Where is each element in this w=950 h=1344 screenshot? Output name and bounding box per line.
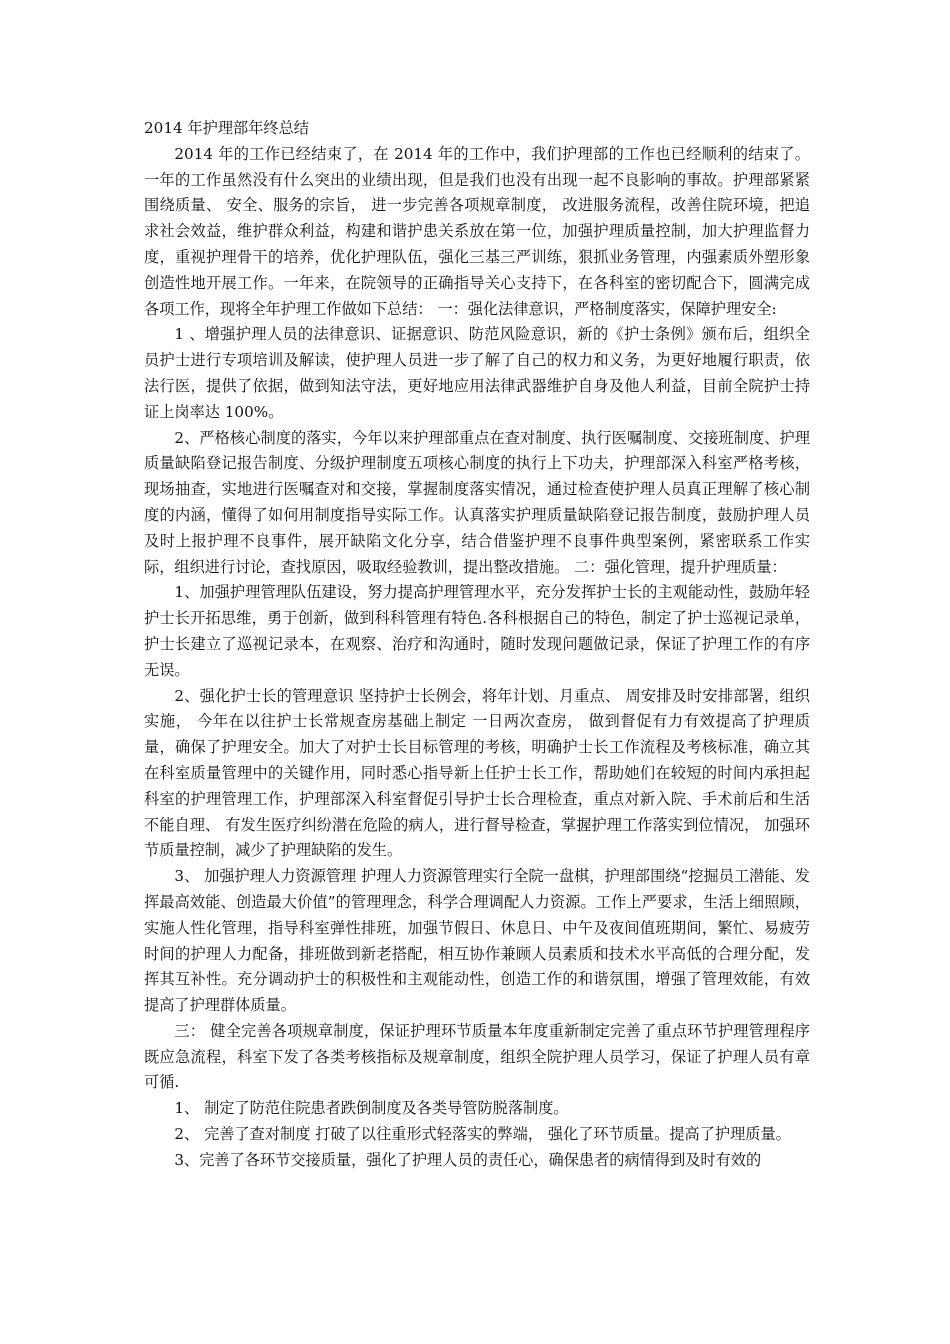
paragraph-check-system: 2、 完善了查对制度 打破了以往重形式轻落实的弊端， 强化了环节质量。提高了护理质量。 — [174, 1125, 791, 1144]
paragraph-1-legal-awareness: 1 、增强护理人员的法律意识、证据意识、防范风险意识，新的《护士条例》颁布后，组织全员护士进行专项培训及解读，使护理人员进一步了解了自己的权力和义务，为更好地履行职责，依法行医，提供了依据，做到知法守法，更好地应用法律武器维护自身及他人利益，目前全院护士持证上岗率达 100%。 — [144, 325, 810, 421]
paragraph-handover-quality: 3、完善了各环节交接质量，强化了护理人员的责任心，确保患者的病情得到及时有效的 — [174, 1150, 762, 1169]
paragraph-2-core-system: 2、严格核心制度的落实，今年以来护理部重点在查对制度、执行医嘱制度、交接班制度、护理质量缺陷登记报告制度、分级护理制度五项核心制度的执行上下功夫，护理部深入科室严格考核，现场抽查，实地进行医嘱查对和交接，掌握制度落实情况，通过检查使护理人员真正理解了核心制度的内涵，懂得了如何用制度指导实际工作。认真落实护理质量缺陷登记报告制度，鼓励护理人员及时上报护理不良事件，展开缺陷文化分享，结合借鉴护理不良事件典型案例，紧密联系工作实际，组织进行讨论，查找原因，吸取经验教训，提出整改措施。 二：强化管理，提升护理质量： — [144, 428, 810, 576]
document-title: 2014 年护理部年终总结 — [144, 119, 309, 137]
paragraph-section-three: 三： 健全完善各项规章制度，保证护理环节质量本年度重新制定完善了重点环节护理管理程序既应急流程，科室下发了各类考核指标及规章制度，组织全院护理人员学习，保证了护理人员有章可循. — [144, 1021, 810, 1092]
paragraph-head-nurse-awareness: 2、强化护士长的管理意识 坚持护士长例会，将年计划、月重点、 周安排及时安排部署，组织实施， 今年在以往护士长常规查房基础上制定 一日两次查房， 做到督促有力有效提高了护理质量，确保了护理安全。加大了对护士长目标管理的考核，明确护士长工作流程及考核标准，确立其在科室质量管理中的关键作用，同时悉心指导新上任护士长工作，帮助她们在较短的时间内承担起科室的护理管理工作，护理部深入科室督促引导护士长合理检查，重点对新入院、手术前后和生活不能自理、 有发生医疗纠纷潜在危险的病人，进行督导检查，掌握护理工作落实到位情况， 加强环节质量控制，减少了护理缺陷的发生。 — [144, 686, 810, 860]
paragraph-human-resources: 3、 加强护理人力资源管理 护理人力资源管理实行全院一盘棋，护理部围绕“挖掘员工潜能、发挥最高效能、创造最大价值”的管理理念，科学合理调配人力资源。工作上严要求，生活上细照顾，实施人性化管理，指导科室弹性排班，加强节假日、休息日、中午及夜间值班期间，繁忙、易疲劳时间的护理人力配备，排班做到新老搭配，相互协作兼顾人员素质和技术水平高低的合理分配，发挥其互补性。充分调动护士的积极性和主观能动性，创造工作的和谐氛围，增强了管理效能，有效提高了护理群体质量。 — [144, 867, 810, 1015]
paragraph-management-team: 1、加强护理管理队伍建设，努力提高护理管理水平，充分发挥护士长的主观能动性，鼓励年轻护士长开拓思维，勇于创新，做到科科管理有特色.各科根据自己的特色，制定了护士巡视记录单，护士长建立了巡视记录本，在观察、治疗和沟通时，随时发现问题做记录，保证了护理工作的有序无误。 — [144, 583, 810, 679]
paragraph-fall-prevention: 1、 制定了防范住院患者跌倒制度及各类导管防脱落制度。 — [174, 1099, 569, 1118]
document-page — [144, 116, 810, 1174]
paragraph-intro: 2014 年的工作已经结束了，在 2014 年的工作中，我们护理部的工作也已经顺利的结束了。一年的工作虽然没有什么突出的业绩出现，但是我们也没有出现一起不良影响的事故。护理部紧紧围绕质量、 安全、服务的宗旨， 进一步完善各项规章制度， 改进服务流程，改善住院环境，把追求社会效益，维护群众利益，构建和谐护患关系放在第一位，加强护理质量控制，加大护理监督力度，重视护理骨干的培养，优化护理队伍，强化三基三严训练，狠抓业务管理，内强素质外塑形象创造性地开展工作。一年来，在院领导的正确指导关心支持下，在各科室的密切配合下，圆满完成各项工作，现将全年护理工作做如下总结： 一：强化法律意识，严格制度落实，保障护理安全: — [144, 144, 810, 318]
